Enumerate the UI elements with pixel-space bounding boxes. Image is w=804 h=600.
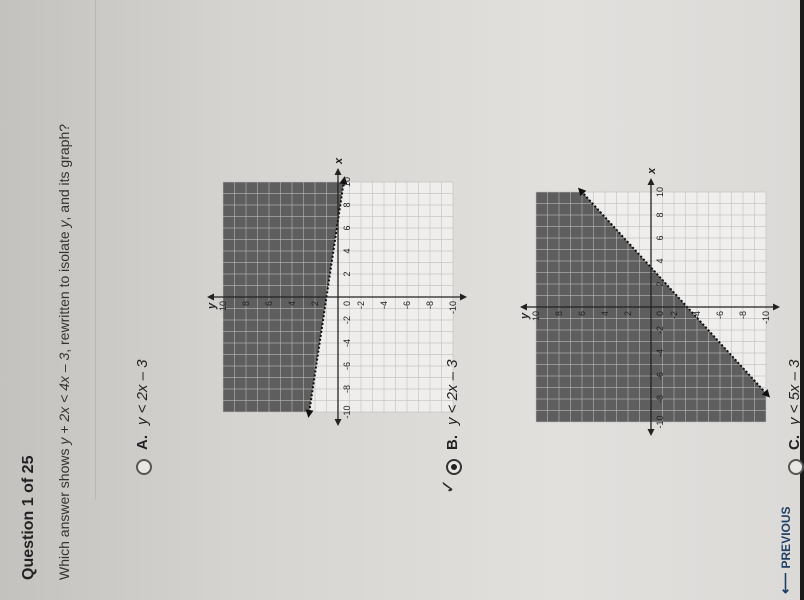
y-axis-label: y bbox=[206, 302, 218, 309]
x-tick-label: -10 bbox=[655, 415, 665, 429]
x-tick-label: -10 bbox=[342, 405, 352, 419]
x-tick-label: 10 bbox=[655, 186, 665, 198]
arrow-left-icon: ⟵ bbox=[777, 572, 794, 594]
prompt-start: Which answer shows bbox=[56, 444, 72, 580]
radio-b-circle bbox=[446, 459, 462, 475]
x-tick-label: 6 bbox=[342, 225, 352, 231]
y-tick-label: -2 bbox=[669, 311, 679, 320]
y-tick-label: 8 bbox=[554, 311, 564, 317]
previous-label: PREVIOUS bbox=[779, 506, 793, 569]
x-axis-label: x bbox=[333, 157, 345, 164]
x-tick-label: -6 bbox=[655, 371, 665, 381]
x-tick-label: 8 bbox=[655, 212, 665, 218]
origin-label: 0 bbox=[655, 311, 665, 317]
y-axis-arrow bbox=[773, 304, 780, 311]
x-axis-arrow bbox=[648, 429, 655, 436]
y-tick-label: -6 bbox=[402, 301, 412, 310]
prompt-variable: y bbox=[56, 220, 72, 228]
y-tick-label: 4 bbox=[600, 311, 610, 317]
graph-a[interactable] bbox=[175, 157, 475, 460]
radio-c-circle bbox=[788, 459, 804, 475]
x-axis-arrow bbox=[335, 168, 342, 175]
correct-check-icon: ✓ bbox=[438, 478, 458, 494]
radio-a-circle bbox=[136, 459, 152, 475]
graph-b[interactable] bbox=[488, 167, 788, 470]
y-tick-label: 2 bbox=[310, 301, 320, 307]
y-axis-arrow bbox=[460, 294, 467, 301]
y-tick-label: -4 bbox=[692, 311, 702, 320]
y-tick-label: -4 bbox=[379, 301, 389, 310]
y-tick-label: 4 bbox=[287, 301, 297, 307]
y-axis-arrow bbox=[520, 304, 527, 311]
choice-b-radio[interactable] bbox=[446, 459, 462, 475]
x-tick-label: 2 bbox=[655, 281, 665, 287]
x-tick-label: 10 bbox=[342, 176, 352, 188]
prompt-end: , and its graph? bbox=[56, 123, 72, 221]
x-tick-label: -6 bbox=[342, 361, 352, 371]
y-axis-label: y bbox=[519, 312, 531, 319]
y-tick-label: -10 bbox=[448, 301, 458, 315]
y-tick-label: 10 bbox=[218, 301, 228, 312]
choice-c-radio[interactable] bbox=[788, 459, 804, 475]
choice-b-expression: y < 2x – 3 bbox=[444, 359, 461, 425]
x-tick-label: 4 bbox=[342, 248, 352, 254]
x-axis-arrow bbox=[648, 178, 655, 185]
choice-c-expression: y < 5x – 3 bbox=[786, 359, 803, 425]
header-divider bbox=[95, 0, 96, 500]
y-tick-label: -10 bbox=[761, 311, 771, 325]
x-tick-label: -8 bbox=[655, 394, 665, 404]
choice-a-letter: A. bbox=[134, 435, 151, 450]
y-tick-label: 10 bbox=[531, 311, 541, 322]
prompt-middle: , rewritten to isolate bbox=[56, 227, 72, 353]
choice-b-letter: B. bbox=[444, 435, 461, 450]
x-tick-label: 4 bbox=[655, 258, 665, 264]
x-tick-label: -2 bbox=[655, 325, 665, 335]
x-axis-arrow bbox=[335, 419, 342, 426]
x-tick-label: 2 bbox=[342, 271, 352, 277]
y-tick-label: 6 bbox=[264, 301, 274, 307]
previous-button[interactable] bbox=[776, 506, 794, 594]
question-prompt bbox=[56, 124, 72, 580]
y-tick-label: -2 bbox=[356, 301, 366, 310]
y-tick-label: -8 bbox=[738, 311, 748, 320]
y-tick-label: 8 bbox=[241, 301, 251, 307]
choice-a-expression: y < 2x – 3 bbox=[134, 359, 151, 425]
origin-label: 0 bbox=[342, 301, 352, 307]
x-tick-label: -4 bbox=[342, 338, 352, 348]
x-tick-label: 6 bbox=[655, 235, 665, 241]
y-tick-label: -6 bbox=[715, 311, 725, 320]
prompt-expression: y + 2x < 4x – 3 bbox=[56, 352, 72, 445]
choice-c-letter: C. bbox=[786, 435, 803, 450]
question-number: Question 1 of 25 bbox=[20, 455, 37, 580]
y-tick-label: 2 bbox=[623, 311, 633, 317]
x-tick-label: -2 bbox=[342, 315, 352, 325]
y-tick-label: -8 bbox=[425, 301, 435, 310]
y-axis-arrow bbox=[207, 294, 214, 301]
choice-a-radio[interactable] bbox=[136, 459, 152, 475]
boundary-arrowhead bbox=[306, 409, 314, 418]
x-tick-label: 8 bbox=[342, 202, 352, 208]
x-tick-label: -8 bbox=[342, 384, 352, 394]
x-tick-label: -4 bbox=[655, 348, 665, 358]
y-tick-label: 6 bbox=[577, 311, 587, 317]
x-axis-label: x bbox=[646, 167, 658, 174]
